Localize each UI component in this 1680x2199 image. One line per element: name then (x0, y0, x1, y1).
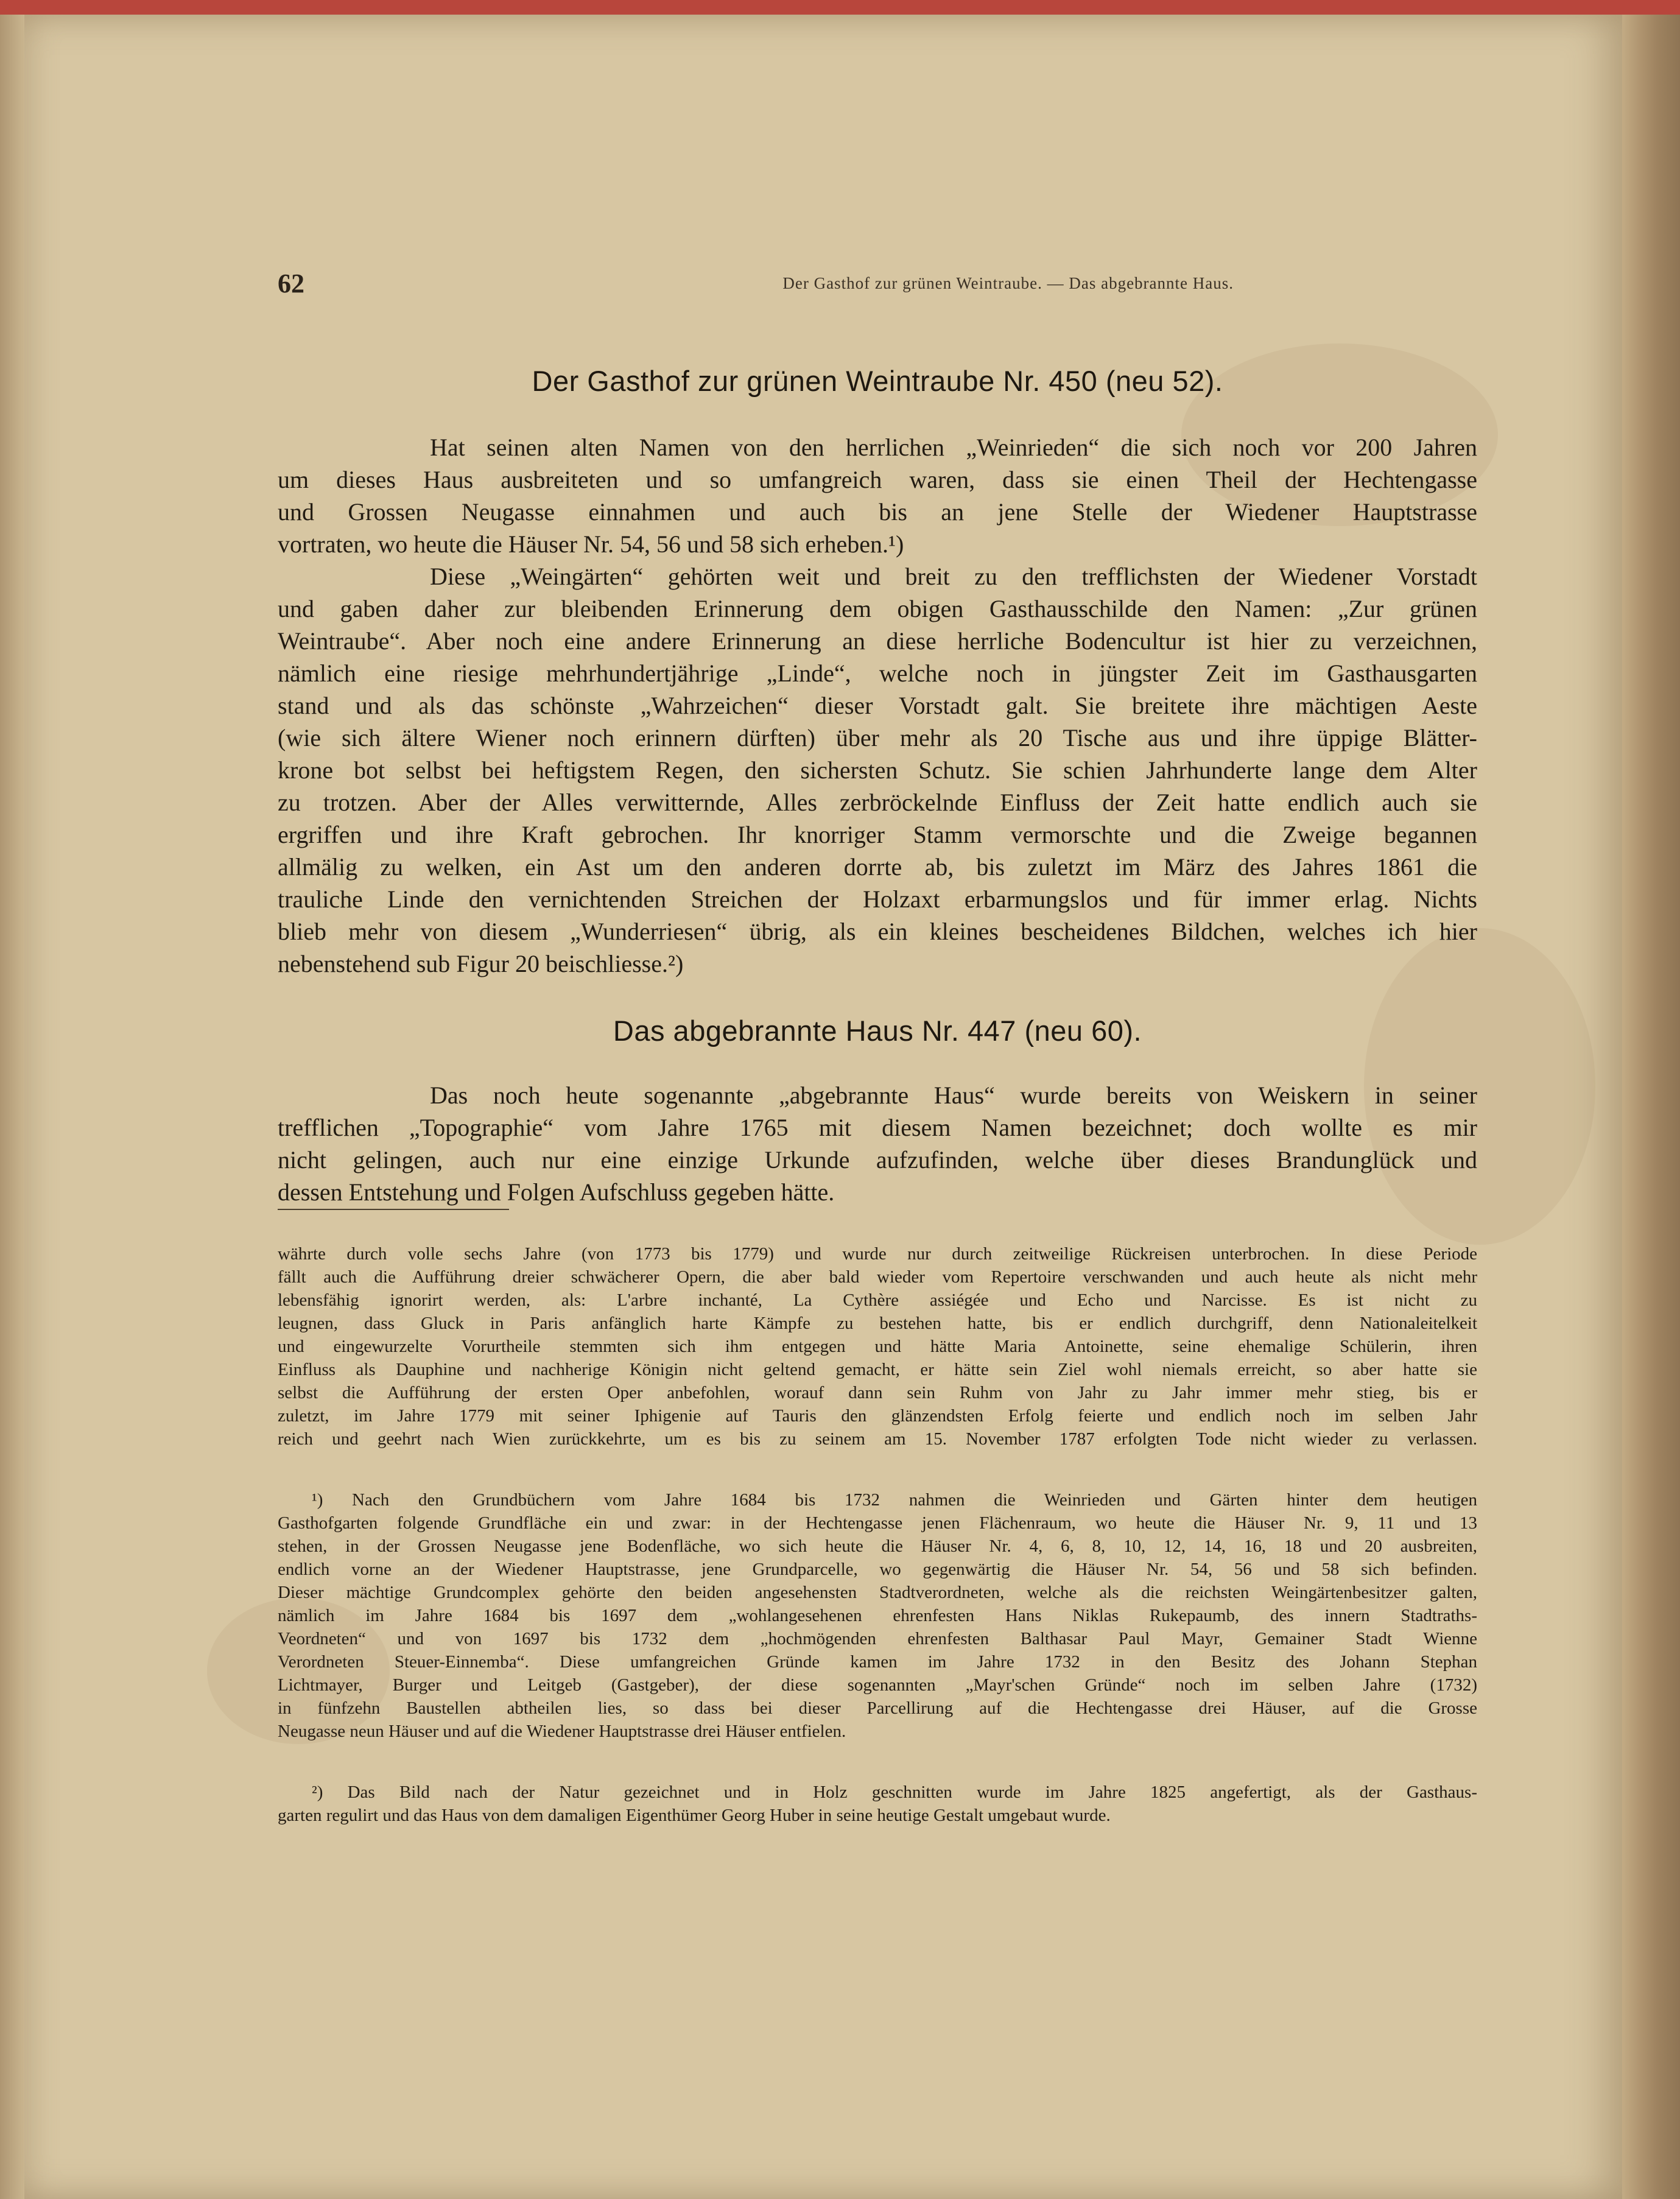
text-line: blieb mehr von diesem „Wunderriesen“ übrig, als ein kleines bescheidenes Bildchen, welches ich hier (278, 918, 1477, 945)
footnote-line: Neugasse neun Häuser und auf die Wiedener Hauptstrasse drei Häuser entfielen. (278, 1722, 846, 1741)
text-line: Das noch heute sogenannte „abgebrannte Haus“ wurde bereits von Weiskern in seiner (430, 1082, 1477, 1109)
text-line: Hat seinen alten Namen von den herrlichen „Weinrieden“ die sich noch vor 200 Jahren (430, 434, 1477, 461)
text-line: nebenstehend sub Figur 20 beischliesse.²) (278, 950, 684, 977)
footnote-line: nämlich im Jahre 1684 bis 1697 dem „wohlangesehenen ehrenfesten Hans Niklas Rukepaumb, des innern Stadtraths- (278, 1606, 1477, 1625)
text-line: allmälig zu welken, ein Ast um den anderen dorrte ab, bis zuletzt im März des Jahres 1861 die (278, 853, 1477, 881)
footnote-line: in fünfzehn Baustellen abtheilen lies, so dass bei dieser Parcellirung auf die Hechtengasse drei Häuser, auf die Grosse (278, 1698, 1477, 1718)
section-heading-weintraube: Der Gasthof zur grünen Weintraube Nr. 450 (neu 52). (532, 365, 1223, 397)
section-heading-abgebrannte-haus: Das abgebrannte Haus Nr. 447 (neu 60). (613, 1015, 1142, 1047)
text-line: dessen Entstehung und Folgen Aufschluss gegeben hätte. (278, 1178, 835, 1206)
footnote-line: leugnen, dass Gluck in Paris anfänglich harte Kämpfe zu bestehen hatte, bis er endlich durchgriff, denn Nationaleitelkeit (278, 1314, 1477, 1333)
text-line: ergriffen und ihre Kraft gebrochen. Ihr knorriger Stamm vermorschte und die Zweige begannen (278, 821, 1477, 848)
footnote-line: und eingewurzelte Vorurtheile stemmten sich ihm entgegen und hätte Maria Antoinette, seine ehemalige Schülerin, ihren (278, 1337, 1477, 1356)
text-line: stand und als das schönste „Wahrzeichen“ dieser Vorstadt galt. Sie breitete ihre mächtigen Aeste (278, 692, 1477, 719)
footnote-line: Dieser mächtige Grundcomplex gehörte den beiden angesehensten Stadtverordneten, welche als die reichsten Weingärtenbesitzer galten, (278, 1583, 1477, 1602)
text-line: krone bot selbst bei heftigstem Regen, den sichersten Schutz. Sie schien Jahrhunderte lange dem Alter (278, 756, 1477, 784)
book-edge-red (0, 0, 1680, 16)
footnote-line: ¹) Nach den Grundbüchern vom Jahre 1684 bis 1732 nahmen die Weinrieden und Gärten hinter dem heutigen (312, 1490, 1477, 1510)
running-title: Der Gasthof zur grünen Weintraube. — Das abgebrannte Haus. (782, 274, 1234, 292)
footnote-line: zuletzt, im Jahre 1779 mit seiner Iphigenie auf Tauris den glänzendsten Erfolg feierte und endlich noch im selben Jahr (278, 1406, 1477, 1426)
footnote-line: selbst die Aufführung der ersten Oper anbefohlen, worauf dann sein Ruhm von Jahr zu Jahr immer mehr stieg, bis er (278, 1383, 1477, 1402)
footnote-line: lebensfähig ignorirt werden, als: L'arbre inchanté, La Cythère assiégée und Echo und Narcisse. Es ist nicht zu (278, 1290, 1477, 1310)
book-gutter (1622, 15, 1680, 2199)
footnote-line: stehen, in der Grossen Neugasse jene Bodenfläche, wo sich heute die Häuser Nr. 4, 6, 8, 10, 12, 14, 16, 18 und 20 ausbreiten, (278, 1536, 1477, 1556)
footnote-continued (278, 1242, 1477, 1451)
text-line: vortraten, wo heute die Häuser Nr. 54, 56 und 58 sich erheben.¹) (278, 530, 904, 558)
footnote-line: endlich vorne an der Wiedener Hauptstrasse, jene Grundparcelle, wo gegenwärtig die Häuser Nr. 54, 56 und 58 sich befinden. (278, 1560, 1477, 1579)
footnote-1 (278, 1488, 1477, 1743)
text-line: und gaben daher zur bleibenden Erinnerung dem obigen Gasthausschilde den Namen: „Zur grünen (278, 595, 1477, 622)
footnote-line: reich und geehrt nach Wien zurückkehrte, um es bis zu seinem am 15. November 1787 erfolgten Tode nicht wieder zu verlassen. (278, 1429, 1477, 1449)
text-line: trauliche Linde den vernichtenden Streichen der Holzaxt erbarmungslos und für immer erlag. Nichts (278, 885, 1477, 913)
text-line: Weintraube“. Aber noch eine andere Erinnerung an diese herrliche Bodencultur ist hier zu verzeichnen, (278, 627, 1477, 655)
page-edge-left (0, 15, 24, 2199)
text-line: und Grossen Neugasse einnahmen und auch bis an jene Stelle der Wiedener Hauptstrasse (278, 498, 1477, 526)
footnote-2 (278, 1781, 1477, 1827)
text-line: zu trotzen. Aber der Alles verwitternde, Alles zerbröckelnde Einfluss der Zeit hatte endlich auch sie (278, 789, 1477, 816)
section-body-weintraube (278, 431, 1477, 980)
footnote-line: fällt auch die Aufführung dreier schwächerer Opern, die aber bald wieder vom Repertoire verschwanden und auch heute als nicht mehr (278, 1267, 1477, 1287)
text-line: Diese „Weingärten“ gehörten weit und breit zu den trefflichsten der Wiedener Vorstadt (430, 563, 1477, 590)
text-line: (wie sich ältere Wiener noch erinnern dürften) über mehr als 20 Tische aus und ihre üppige Blätter- (278, 724, 1477, 751)
text-line: nämlich eine riesige mehrhundertjährige „Linde“, welche noch in jüngster Zeit im Gasthausgarten (278, 660, 1477, 687)
footnote-line: garten regulirt und das Haus von dem damaligen Eigenthümer Georg Huber in seine heutige Gestalt umgebaut wurde. (278, 1806, 1111, 1825)
footnote-line: Veordneten“ und von 1697 bis 1732 dem „hochmögenden ehrenfesten Balthasar Paul Mayr, Gemainer Stadt Wienne (278, 1629, 1477, 1648)
footnote-line: ²) Das Bild nach der Natur gezeichnet und in Holz geschnitten wurde im Jahre 1825 angefertigt, als der Gasthaus- (312, 1782, 1477, 1802)
section-body-abgebrannte-haus (278, 1079, 1477, 1208)
running-header (278, 268, 1234, 304)
footnote-line: Gasthofgarten folgende Grundfläche ein und zwar: in der Hechtengasse jenen Flächenraum, wo heute die Häuser Nr. 9, 11 und 13 (278, 1513, 1477, 1533)
footnote-line: Lichtmayer, Burger und Leitgeb (Gastgeber), der diese sogenannten „Mayr'schen Gründe“ noch im selben Jahre (1732) (278, 1675, 1477, 1695)
footnote-line: Einfluss als Dauphine und nachherige Königin nicht geltend gemacht, er hätte sein Ziel wohl niemals erreicht, so aber hatte sie (278, 1360, 1477, 1379)
footnote-line: Verordneten Steuer-Einnemba“. Diese umfangreichen Gründe kamen im Jahre 1732 in den Besitz des Johann Stephan (278, 1652, 1477, 1672)
text-line: nicht gelingen, auch nur eine einzige Urkunde aufzufinden, welche über dieses Brandunglück und (278, 1146, 1477, 1173)
page-number: 62 (278, 269, 304, 298)
footnote-divider (278, 1209, 509, 1210)
footnote-line: währte durch volle sechs Jahre (von 1773 bis 1779) und wurde nur durch zeitweilige Rückreisen unterbrochen. In diese Periode (278, 1244, 1477, 1264)
text-line: um dieses Haus ausbreiteten und so umfangreich waren, dass sie einen Theil der Hechtengasse (278, 466, 1477, 493)
text-line: trefflichen „Topographie“ vom Jahre 1765 mit diesem Namen bezeichnet; doch wollte es mir (278, 1114, 1477, 1141)
